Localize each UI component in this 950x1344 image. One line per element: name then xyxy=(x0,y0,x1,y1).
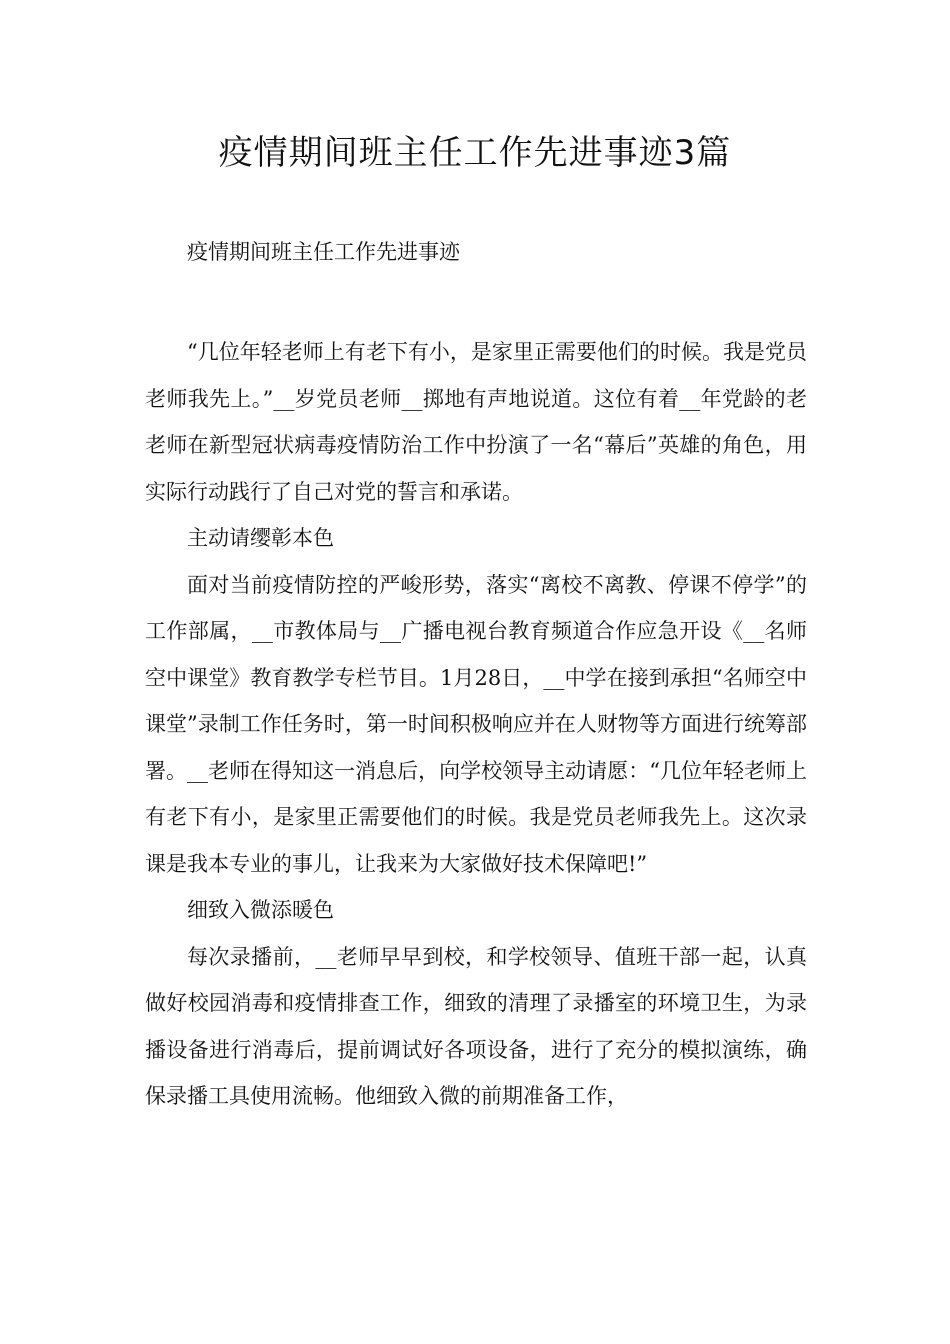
paragraph-intro: “几位年轻老师上有老下有小，是家里正需要他们的时候。我是党员老师我先上。”__岁党员老师__掷地有声地说道。这位有着__年党龄的老老师在新型冠状病毒疫情防治工作中扮演了一名“幕后”英雄的角色，用实际行动践行了自己对党的誓言和承诺。 xyxy=(145,340,807,504)
document-body xyxy=(145,329,807,1120)
section-heading-1: 主动请缨彰本色 xyxy=(187,526,334,550)
paragraph-section-2: 每次录播前，__老师早早到校，和学校领导、值班干部一起，认真做好校园消毒和疫情排查工作，细致的清理了录播室的环境卫生，为录播设备进行消毒后，提前调试好各项设备，进行了充分的模拟演练，确保录播工具使用流畅。他细致入微的前期准备工作， xyxy=(145,944,807,1108)
document-title: 疫情期间班主任工作先进事迹3篇 xyxy=(218,133,732,173)
section-heading-2: 细致入微添暖色 xyxy=(187,898,334,922)
paragraph-section-1: 面对当前疫情防控的严峻形势，落实“离校不离教、停课不停学”的工作部属，__市教体局与__广播电视台教育频道合作应急开设《__名师空中课堂》教育教学专栏节目。1月28日，__中学在接到承担“名师空中课堂”录制工作任务时，第一时间积极响应并在人财物等方面进行统筹部署。__老师在得知这一消息后，向学校领导主动请愿：“几位年轻老师上有老下有小，是家里正需要他们的时候。我是党员老师我先上。这次录课是我本专业的事儿，让我来为大家做好技术保障吧!” xyxy=(145,572,807,876)
document-subtitle xyxy=(145,229,807,276)
subtitle-text: 疫情期间班主任工作先进事迹 xyxy=(187,240,460,264)
